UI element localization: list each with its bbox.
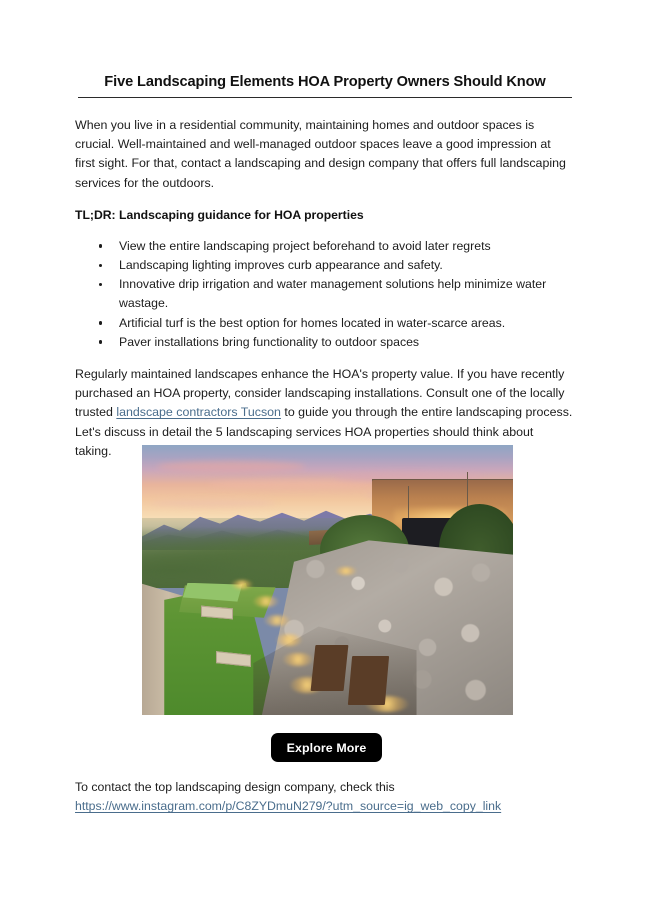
bullet-icon <box>99 264 102 267</box>
explore-more-button[interactable]: Explore More <box>271 733 382 762</box>
footer-text: To contact the top landscaping design company, check this <box>75 780 395 794</box>
list-item <box>75 275 573 313</box>
bullet-icon <box>99 340 102 343</box>
spacer <box>75 225 573 237</box>
list-item <box>75 256 573 275</box>
path-light <box>264 615 290 626</box>
list-item-label: View the entire landscaping project beforehand to avoid later regrets <box>119 238 491 253</box>
landscape-contractors-link[interactable]: landscape contractors Tucson <box>116 405 281 420</box>
photo-scene <box>142 445 513 715</box>
footer-block <box>75 778 575 816</box>
title-divider <box>78 97 572 98</box>
path-light <box>276 634 302 646</box>
path-light <box>253 596 279 607</box>
list-item-label: Landscaping lighting improves curb appearance and safety. <box>119 258 443 273</box>
page-title: Five Landscaping Elements HOA Property Owners Should Know <box>104 74 546 90</box>
path-light <box>283 653 313 667</box>
footer-url-line <box>75 797 575 816</box>
closing-text-after-link: to guide you through the entire landscaping process. Let's discuss in detail the 5 landscaping services HOA properties should think about taking. <box>75 405 573 458</box>
bullet-icon <box>99 244 102 247</box>
bullet-icon <box>99 283 102 286</box>
key-points-list <box>75 237 573 352</box>
list-item-label: Paver installations bring functionality to outdoor spaces <box>119 334 420 349</box>
backyard-landscape-photo <box>142 445 513 715</box>
list-item-label: Artificial turf is the best option for homes located in water-scarce areas. <box>119 315 506 330</box>
patio-chair <box>310 645 348 691</box>
spacer <box>75 193 573 206</box>
list-item <box>75 237 573 256</box>
intro-paragraph: When you live in a residential community, maintaining homes and outdoor spaces is crucial. Well-maintained and well-managed outdoor spaces leave a good impression at first sight. For that, contact a landscaping and design company that offers full landscaping services for the outdoors. <box>75 118 566 190</box>
list-item-label: Innovative drip irrigation and water management solutions help minimize water wastage. <box>119 277 547 311</box>
closing-text-before-link: Regularly maintained landscapes enhance the HOA's property value. If you have recently purchased an HOA property, consider landscaping installations. Consult one of the locally trusted <box>75 367 565 420</box>
list-item <box>75 333 573 352</box>
article-body <box>75 116 573 461</box>
title-block <box>78 74 572 98</box>
list-item <box>75 314 573 333</box>
spacer <box>75 352 573 365</box>
cloud <box>157 461 305 472</box>
bullet-icon <box>99 321 102 324</box>
cloud <box>209 480 380 489</box>
instagram-url-link[interactable]: https://www.instagram.com/p/C8ZYDmuN279/?utm_source=ig_web_copy_link <box>75 799 502 814</box>
patio-chair <box>348 656 389 705</box>
path-light <box>335 567 357 575</box>
tldr-heading: TL;DR: Landscaping guidance for HOA properties <box>75 207 364 222</box>
